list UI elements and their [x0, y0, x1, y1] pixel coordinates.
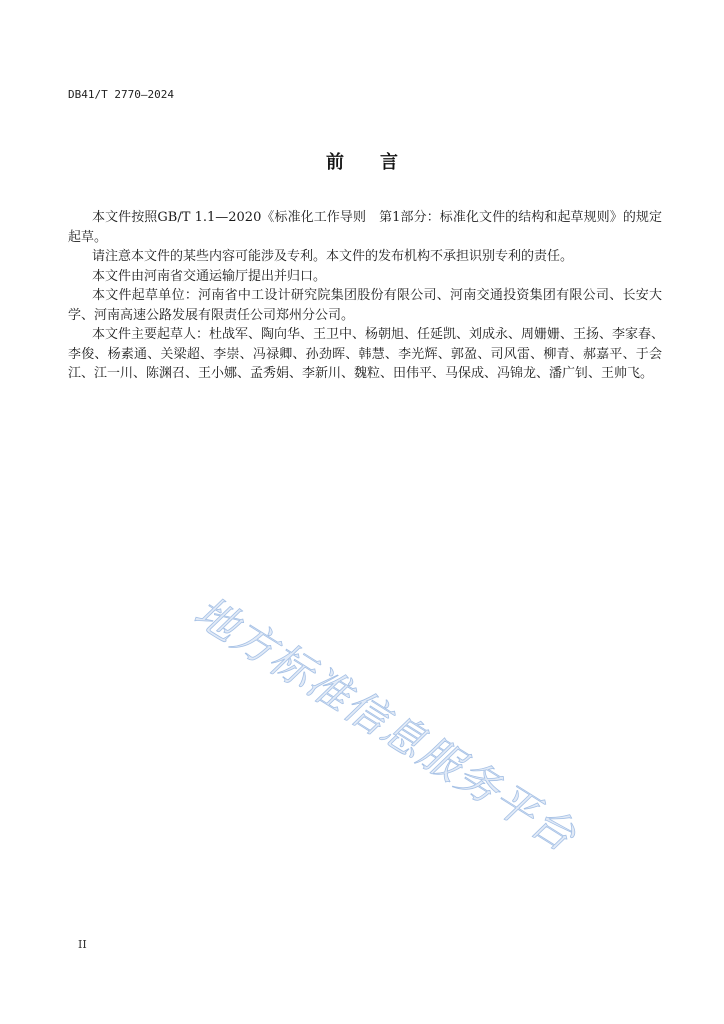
paragraph-drafters	[68, 325, 665, 384]
paragraph-line: 本文件主要起草人：杜战军、陶向华、王卫中、杨朝旭、任延凯、刘成永、周姗姗、王扬、李家春、	[92, 327, 665, 342]
paragraph-line: 李俊、杨素通、关梁超、李崇、冯禄卿、孙劲晖、韩慧、李光辉、郭盈、司风雷、柳青、郝嘉平、于会	[68, 346, 662, 362]
paragraph-drafting-units	[68, 286, 662, 325]
foreword-body	[68, 208, 665, 384]
paragraph-line: 本文件起草单位：河南省中工设计研究院集团股份有限公司、河南交通投资集团有限公司、长安大	[92, 288, 662, 303]
paragraph-proposer	[68, 267, 662, 287]
paragraph-line: 江、江一川、陈渊召、王小娜、孟秀娟、李新川、魏粒、田伟平、马保成、冯锦龙、潘广钊、王帅飞。	[68, 366, 654, 381]
paragraph-drafting-basis	[68, 208, 662, 247]
document-number: DB41/T 2770—2024	[68, 88, 174, 101]
paragraph-line: 起草。	[68, 229, 108, 245]
paragraph-patent-notice	[68, 247, 662, 267]
watermark: 地方标准信息服务平台	[186, 586, 586, 862]
paragraph-line: 本文件按照GB/T 1.1—2020《标准化工作导则 第1部分：标准化文件的结构和起草规则》的规定	[92, 210, 662, 225]
paragraph-line: 请注意本文件的某些内容可能涉及专利。本文件的发布机构不承担识别专利的责任。	[92, 249, 574, 264]
paragraph-line: 学、河南高速公路发展有限责任公司郑州分公司。	[68, 307, 355, 323]
section-title: 前 言	[326, 152, 398, 173]
paragraph-line: 本文件由河南省交通运输厅提出并归口。	[92, 268, 327, 284]
page-number: II	[78, 938, 87, 951]
